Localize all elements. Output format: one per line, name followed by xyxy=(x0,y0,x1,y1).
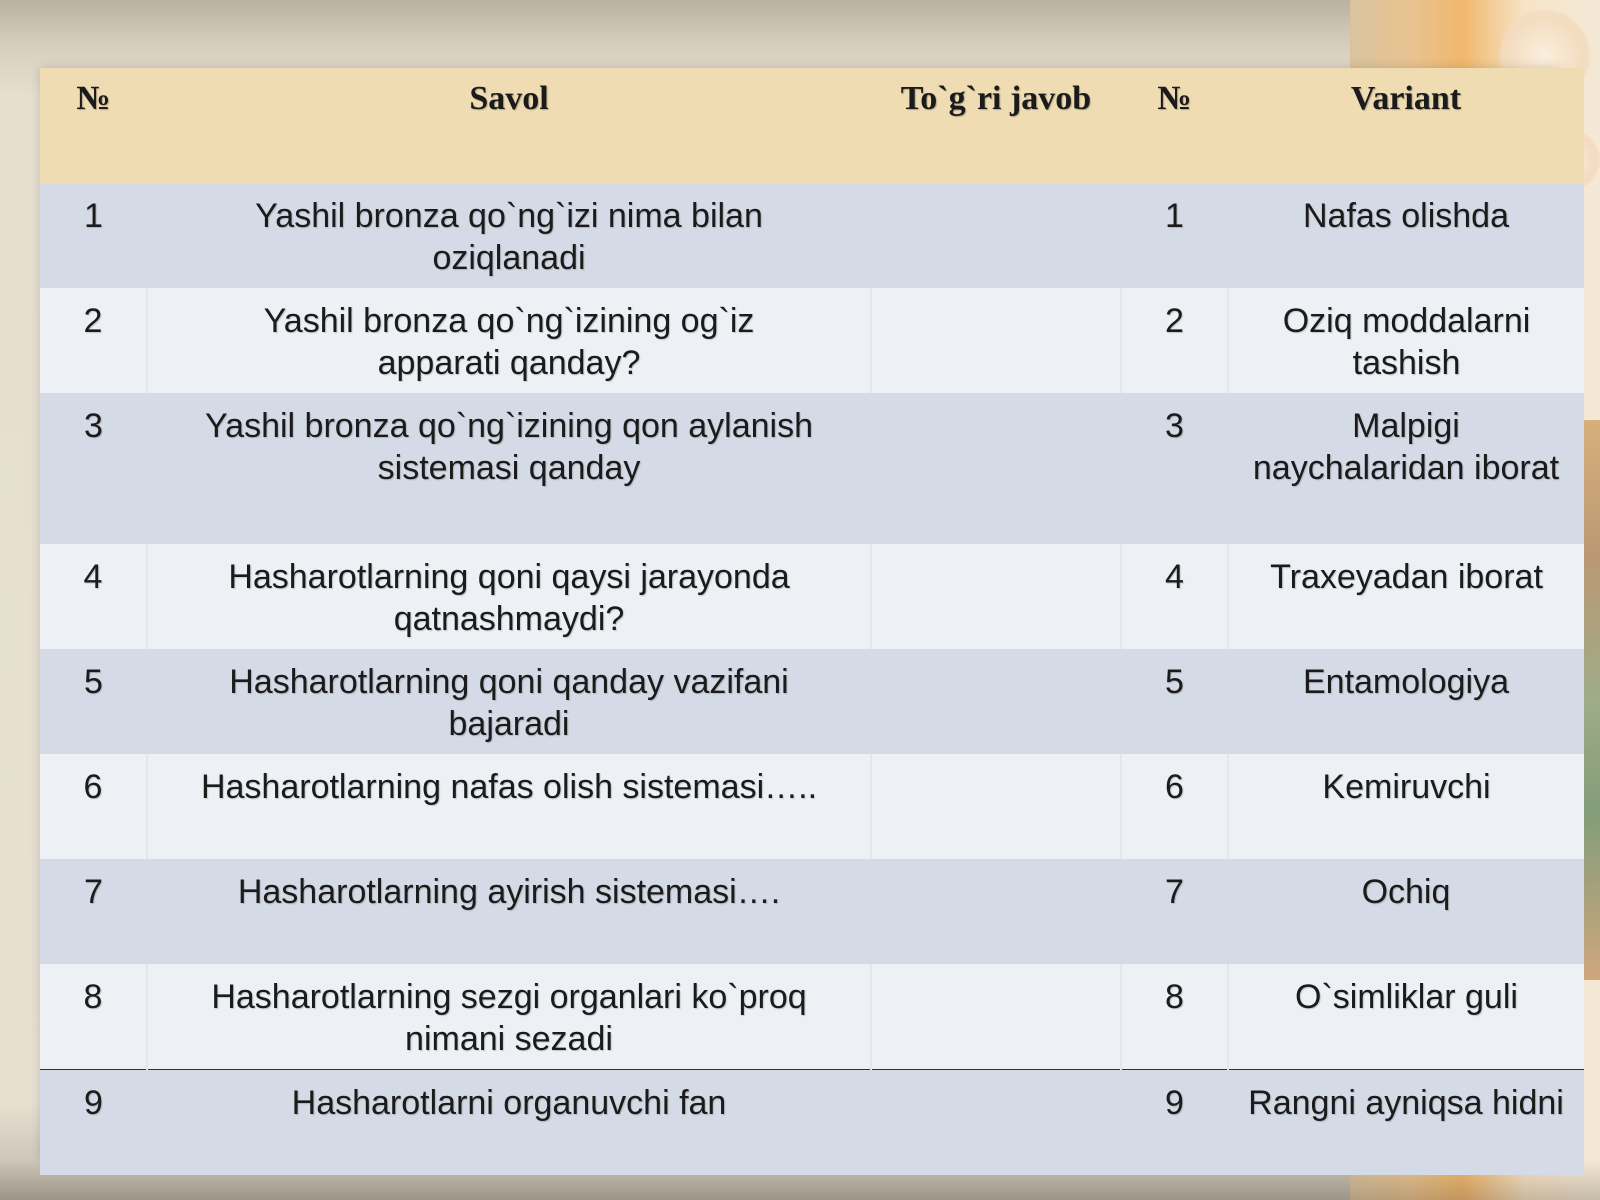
question-cell xyxy=(147,183,871,288)
table-row xyxy=(40,964,1584,1070)
variant-number: 6 xyxy=(1121,754,1228,859)
variant-text-line: naychalaridan iborat xyxy=(1252,449,1560,487)
header-variant: Variant xyxy=(1228,68,1584,183)
variant-cell xyxy=(1228,288,1584,393)
quiz-table-container xyxy=(40,68,1564,1160)
variant-text-line: Entamologiya xyxy=(1302,663,1509,701)
question-cell xyxy=(147,964,871,1070)
quiz-table xyxy=(40,68,1584,1175)
table-row xyxy=(40,183,1584,288)
question-text-line: oziqlanadi xyxy=(432,239,586,277)
variant-number: 7 xyxy=(1121,859,1228,964)
answer-cell xyxy=(871,288,1121,393)
answer-cell xyxy=(871,393,1121,544)
header-question: Savol xyxy=(147,68,871,183)
table-header-row xyxy=(40,68,1584,183)
variant-text-line: Oziq moddalarni xyxy=(1282,302,1531,340)
answer-cell xyxy=(871,859,1121,964)
question-text-line: qatnashmaydi? xyxy=(393,600,625,638)
row-number: 7 xyxy=(40,859,147,964)
question-text-line: Yashil bronza qo`ng`izining qon aylanish xyxy=(205,407,813,445)
variant-number: 8 xyxy=(1121,964,1228,1070)
row-number: 8 xyxy=(40,964,147,1070)
question-text-line: Hasharotlarning qoni qaysi jarayonda xyxy=(228,558,790,596)
answer-cell xyxy=(871,1070,1121,1176)
variant-number: 1 xyxy=(1121,183,1228,288)
table-row xyxy=(40,859,1584,964)
variant-cell xyxy=(1228,649,1584,754)
answer-cell xyxy=(871,649,1121,754)
variant-cell xyxy=(1228,964,1584,1070)
variant-text-line: Malpigi xyxy=(1352,407,1460,445)
header-num: № xyxy=(40,68,147,183)
row-number: 4 xyxy=(40,544,147,649)
variant-number: 9 xyxy=(1121,1070,1228,1176)
variant-text-line: Ochiq xyxy=(1361,873,1451,911)
table-row xyxy=(40,393,1584,544)
question-text-line: Hasharotlarning sezgi organlari ko`proq xyxy=(211,978,807,1016)
answer-cell xyxy=(871,754,1121,859)
variant-cell xyxy=(1228,1070,1584,1176)
variant-text-line: Traxeyadan iborat xyxy=(1270,558,1543,596)
variant-number: 3 xyxy=(1121,393,1228,544)
question-text-line: Yashil bronza qo`ng`izining og`iz xyxy=(263,302,755,340)
question-cell xyxy=(147,288,871,393)
question-cell xyxy=(147,859,871,964)
table-row xyxy=(40,1070,1584,1176)
table-row xyxy=(40,649,1584,754)
table-row xyxy=(40,288,1584,393)
variant-text-line: Rangni ayniqsa hidni xyxy=(1248,1084,1564,1122)
variant-cell xyxy=(1228,859,1584,964)
row-number: 9 xyxy=(40,1070,147,1176)
table-body xyxy=(40,183,1584,1175)
table-row xyxy=(40,544,1584,649)
variant-text-line: Kemiruvchi xyxy=(1322,768,1491,806)
question-text-line: Hasharotlarning ayirish sistemasi…. xyxy=(237,873,781,911)
variant-text-line: tashish xyxy=(1352,344,1461,382)
question-text-line: bajaradi xyxy=(448,705,570,743)
header-num2: № xyxy=(1121,68,1228,183)
variant-text-line: O`simliklar guli xyxy=(1295,978,1518,1016)
header-answer: To`g`ri javob xyxy=(871,68,1121,183)
row-number: 1 xyxy=(40,183,147,288)
row-number: 6 xyxy=(40,754,147,859)
question-text-line: nimani sezadi xyxy=(405,1020,613,1058)
variant-cell xyxy=(1228,544,1584,649)
question-text-line: sistemasi qanday xyxy=(377,449,641,487)
question-text-line: Hasharotlarning qoni qanday vazifani xyxy=(229,663,789,701)
variant-cell xyxy=(1228,183,1584,288)
answer-cell xyxy=(871,964,1121,1070)
row-number: 5 xyxy=(40,649,147,754)
variant-number: 5 xyxy=(1121,649,1228,754)
question-cell xyxy=(147,754,871,859)
variant-cell xyxy=(1228,754,1584,859)
answer-cell xyxy=(871,183,1121,288)
row-number: 2 xyxy=(40,288,147,393)
question-cell xyxy=(147,1070,871,1176)
variant-cell xyxy=(1228,393,1584,544)
variant-number: 2 xyxy=(1121,288,1228,393)
question-cell xyxy=(147,544,871,649)
question-cell xyxy=(147,649,871,754)
answer-cell xyxy=(871,544,1121,649)
question-text-line: apparati qanday? xyxy=(377,344,641,382)
question-cell xyxy=(147,393,871,544)
table-row xyxy=(40,754,1584,859)
variant-number: 4 xyxy=(1121,544,1228,649)
question-text-line: Yashil bronza qo`ng`izi nima bilan xyxy=(255,197,763,235)
question-text-line: Hasharotlarni organuvchi fan xyxy=(291,1084,727,1122)
row-number: 3 xyxy=(40,393,147,544)
question-text-line: Hasharotlarning nafas olish sistemasi….. xyxy=(200,768,818,806)
variant-text-line: Nafas olishda xyxy=(1302,197,1509,235)
